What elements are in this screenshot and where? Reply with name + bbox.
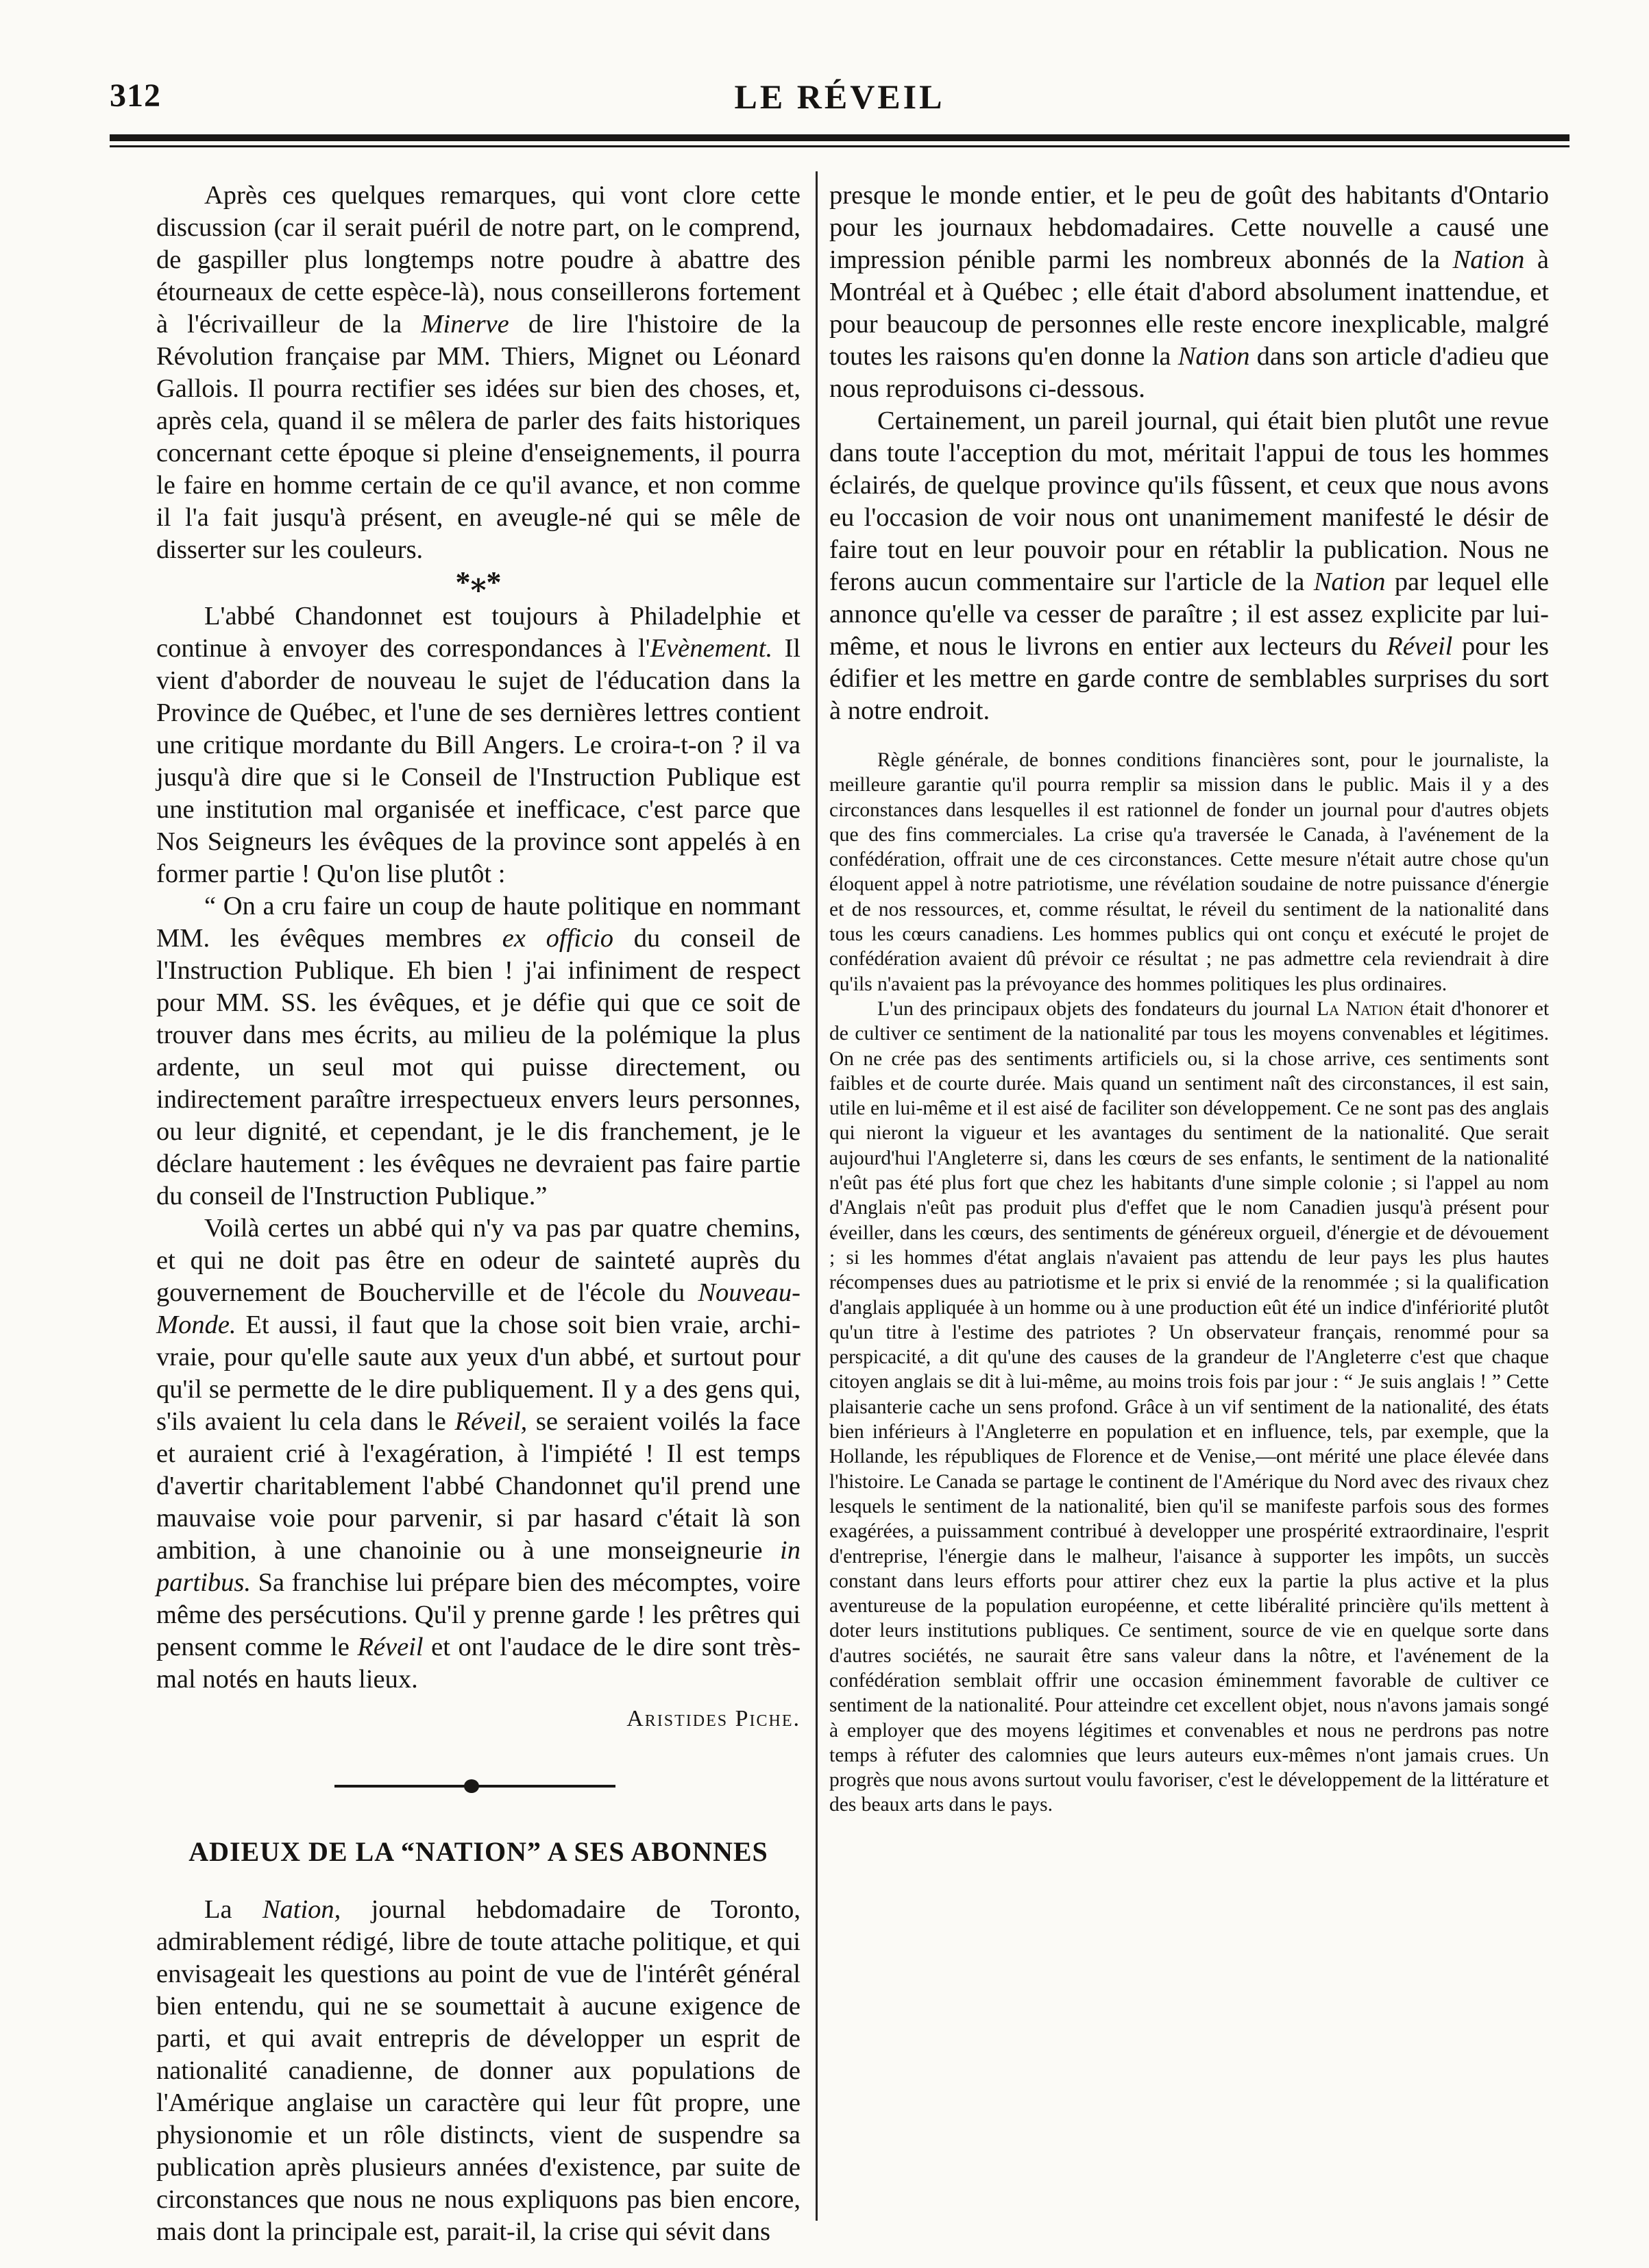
paragraph-chandonnet: L'abbé Chandonnet est toujours à Philadelphie et continue à envoyer des correspondances à l'Evènement. Il vient d'aborder de nouveau le sujet de l'éducation dans la Province de Québec, et l'une de ses dernières lettres contient une critique mordante du Bill Angers. Le croira-t-on ? il va jusqu'à dire que si le Conseil de l'Instruction Publique est une institution mal organisée et inefficace, c'est parce que Nos Seigneurs les évêques de la province sont appelés à en former partie ! Qu'on lise plutôt : — [156, 602, 801, 888]
header-rule — [110, 134, 1569, 141]
paragraph-remarks: Après ces quelques remarques, qui vont clore cette discussion (car il serait puéril de notre part, on le comprend, de gaspiller plus longtemps notre poudre à abattre des étourneaux de cette espèce-là), nous conseillerons fortement à l'écrivailleur de la Minerve de lire l'histoire de la Révolution française par MM. Thiers, Mignet ou Léonard Gallois. Il pourra rectifier ses idées sur bien des choses, et, après cela, quand il se mêlera de parler des faits historiques concernant cette époque si pleine d'enseignements, il pourra le faire en homme certain de ce qu'il avance, et non comme il l'a fait jusqu'à présent, en aveugle-né qui se mêle de disserter sur les couleurs. — [156, 181, 801, 564]
running-title: LE RÉVEIL — [734, 77, 945, 116]
right-column — [829, 180, 1549, 1818]
column-divider — [816, 171, 818, 2221]
divider-dot — [464, 1779, 479, 1793]
author-signature: Aristides Piche. — [626, 1706, 801, 1731]
page-header — [110, 77, 1569, 132]
paragraph-certainement: Certainement, un pareil journal, qui était bien plutôt une revue dans toute l'acception du mot, méritait l'appui de tous les hommes éclairés, de quelque province qu'ils fûssent, et ceux que nous avons eu l'occasion de voir nous ont unanimement manifesté le désir de faire tout en leur pouvoir pour en rétablir la publication. Nous ne ferons aucun commentaire sur l'article de la Nation par lequel elle annonce qu'elle va cesser de paraître ; il est assez explicite par lui-même, et nous le livrons en entier aux lecteurs du Réveil pour les édifier et les mettre en garde contre de semblables surprises du sort à notre endroit. — [829, 406, 1550, 725]
page-number: 312 — [110, 77, 161, 114]
section-title: ADIEUX DE LA “NATION” A SES ABONNES — [188, 1836, 768, 1867]
paragraph-commentary: Voilà certes un abbé qui n'y va pas par quatre chemins, et qui ne doit pas être en odeur de sainteté auprès du gouvernement de Boucherville et de l'école du Nouveau-Monde. Et aussi, il faut que la chose soit bien vraie, archi-vraie, pour qu'elle saute aux yeux d'un abbé, et surtout pour qu'il se permette de le dire publiquement. Il y a des gens qui, s'ils avaient lu cela dans le Réveil, se seraient voilés la face et auraient crié à l'exagération, à l'impiété ! Il est temps d'avertir charitablement l'abbé Chandonnet qu'il prend une mauvaise voie pour parvenir, si par hasard c'était là son ambition, à une chanoinie ou à une monseigneurie in partibus. Sa franchise lui prépare bien des mécomptes, voire même des persécutions. Qu'il y prenne garde ! les prêtres qui pensent comme le Réveil et ont l'audace de le dire sont très-mal notés en hauts lieux. — [156, 1214, 801, 1694]
left-column — [156, 180, 801, 2248]
section-divider — [156, 1763, 801, 1811]
paragraph-quotation: “ On a cru faire un coup de haute politique en nommant MM. les évêques membres ex officio du conseil de l'Instruction Publique. Eh bien ! j'ai infiniment de respect pour MM. SS. les évêques, et je défie qui que ce soit de trouver dans mes écrits, au milieu de la polémique la plus ardente, un seul mot qui puisse directement, ou indirectement paraître irrespectueux envers leurs personnes, ou leur dignité, et cependant, je le dis franchement, je le déclare hautement : les évêques ne devraient pas faire partie du conseil de l'Instruction Publique.” — [156, 892, 801, 1210]
section-stars: *⁎* — [455, 565, 502, 599]
paragraph-continuation: presque le monde entier, et le peu de goût des habitants d'Ontario pour les journaux hebdomadaires. Cette nouvelle a causé une impression pénible parmi les nombreux abonnés de la Nation à Montréal et à Québec ; elle était d'abord absolument inattendue, et pour beaucoup de personnes elle reste encore inexplicable, malgré toutes les raisons qu'en donne la Nation dans son article d'adieu que nous reproduisons ci-dessous. — [829, 181, 1550, 403]
paragraph-fondateurs: L'un des principaux objets des fondateurs du journal La Nation était d'honorer et de cultiver ce sentiment de la nationalité par tous les moyens convenables et légitimes. On ne crée pas des sentiments artificiels ou, si la chose arrive, ces sentiments sont faibles et de courte durée. Mais quand un sentiment naît des circonstances, il est sain, utile en lui-même et il est aisé de faciliter son développement. Ce ne sont pas des anglais qui nieront la vigueur et les avantages du sentiment de la nationalité. Que serait aujourd'hui l'Angleterre si, dans les cœurs de ses enfants, le sentiment de la nationalité n'eût pas été plus fort que chez les habitants d'une simple colonie ; si l'appel au nom d'Anglais n'eût pas produit plus d'effet que le nom Canadien jusqu'à présent pour éveiller, dans les cœurs, des sentiments de généreux orgueil, d'énergie et de dévouement ; si les hommes d'état anglais n'avaient pas attendu de leur pays les plus hautes récompenses dues au patriotisme et le prix si envié de la renommée ; si la qualification d'anglais appliquée à un homme ou à une production eût été un indice d'infériorité plutôt qu'un titre à l'estime des patriotes ? Un observateur français, renommé pour sa perspicacité, a dit qu'une des causes de la grandeur de l'Angleterre c'est que chaque citoyen anglais se dit à lui-même, au moins trois fois par jour : “ Je suis anglais ! ” Cette plaisanterie cache un sens profond. Grâce à un vif sentiment de la nationalité, des états bien inférieurs à l'Angleterre en population et en influence, tels, par exemple, que la Hollande, les républiques de Florence et de Venise,—ont mérité une place élevée dans l'histoire. Le Canada se partage le continent de l'Amérique du Nord avec des rivaux chez lesquels le sentiment de la nationalité, bien qu'il se manifeste parfois sous des formes exagérées, a puissamment contribué à developper une prospérité extraordinaire, l'esprit d'entreprise, l'énergie dans le malheur, l'aisance à supporter les impôts, un succès constant dans leurs efforts pour attirer chez eux la partie la plus active et la plus aventureuse de la population européenne, et cette libéralité princière qu'ils mettent à doter leurs institutions publiques. Ce sentiment, source de vie en quelque sorte dans d'autres sociétés, ne saurait être sans valeur dans la nôtre, et l'avénement de la confédération semblait offrir une occasion éminemment favorable de cultiver ce sentiment de la nationalité. Pour atteindre cet excellent objet, nous n'avons jamais songé à employer que des moyens légitimes et convenables et nous ne perdrons pas notre temps à réfuter des calomnies que leurs auteurs eux-mêmes n'ont jamais crues. Un progrès que nous avons surtout voulu favoriser, c'est le développement de la littérature et des beaux arts dans le pays. — [829, 997, 1550, 1816]
header-rule-thin — [110, 145, 1569, 147]
paragraph-regle-generale: Règle générale, de bonnes conditions financières sont, pour le journaliste, la meilleure garantie qu'il pourra remplir sa mission dans le public. Mais il y a des circonstances dans lesquelles il est rationnel de fonder un journal pour d'autres objets que des fins commerciales. La crise qu'a traversée le Canada, à l'avénement de la confédération, offrait une de ces circonstances. Cette mesure n'était autre chose qu'un éloquent appel à notre patriotisme, une révélation soudaine de notre puissance d'énergie et de nos ressources, et, comme résultat, le réveil du sentiment de la nationalité dans tous les cœurs canadiens. Les hommes publics qui ont conçu et exécuté le projet de confédération avaient dû prévoir ce résultat ; ne pas admettre cela reviendrait à dire qu'ils n'avaient pas la prévoyance des hommes politiques les plus ordinaires. — [829, 749, 1549, 995]
paragraph-nation-intro: La Nation, journal hebdomadaire de Toronto, admirablement rédigé, libre de toute attache politique, et qui envisageait les questions au point de vue de l'intérêt général bien entendu, qui ne se soumettait à aucune exigence de parti, et qui avait entrepris de développer un esprit de nationalité canadienne, de donner aux populations de l'Amérique anglaise un caractère qui leur fût propre, une physionomie et un rôle distincts, vient de suspendre sa publication après plusieurs années d'existence, par suite de circonstances que nous ne nous expliquons pas bien encore, mais dont la principale est, parait-il, la crise qui sévit dans — [156, 1895, 801, 2246]
